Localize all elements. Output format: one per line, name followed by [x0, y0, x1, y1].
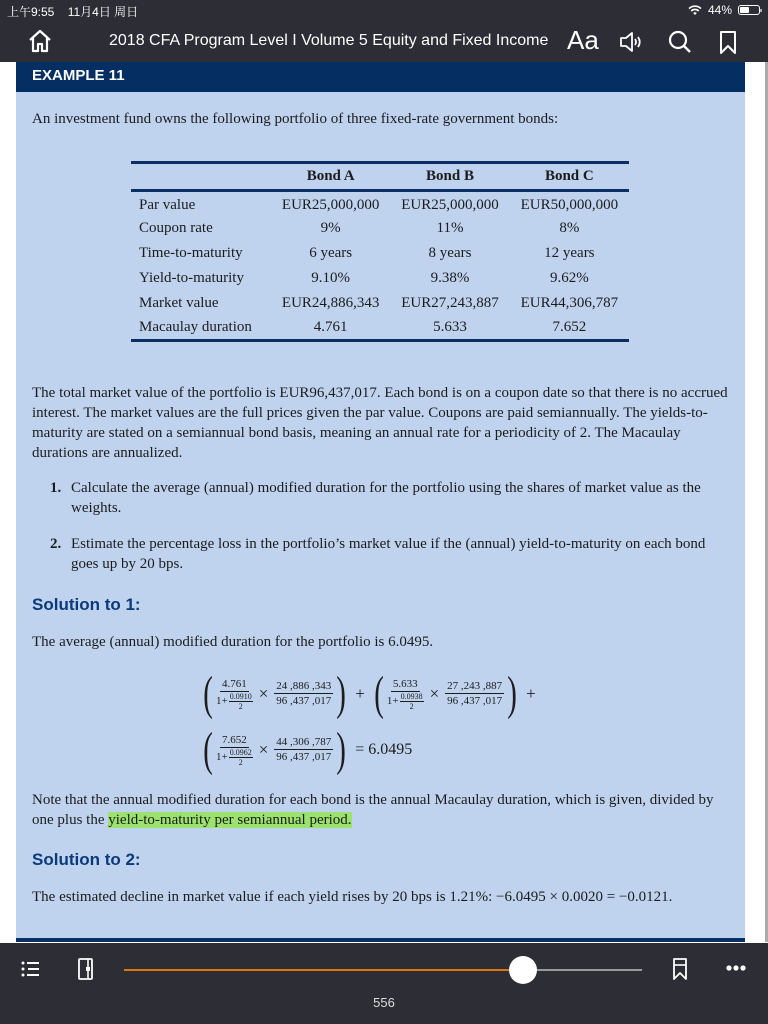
numerator: 7.652 — [221, 733, 247, 746]
close-paren: ) — [336, 667, 347, 720]
numerator: 24 ,886 ,343 — [276, 680, 332, 692]
table-cell: EUR25,000,000 — [281, 196, 380, 213]
table-cell: EUR24,886,343 — [281, 294, 380, 311]
bookmark-list-icon[interactable] — [671, 957, 689, 981]
example-heading: EXAMPLE 11 — [16, 62, 745, 92]
ytm: 0.0938 — [400, 691, 423, 701]
page-number: 556 — [373, 995, 395, 1010]
table-row — [131, 291, 629, 316]
example-box — [16, 62, 745, 942]
table-row — [131, 316, 629, 341]
table-cell: 8% — [559, 219, 580, 236]
question-number: 1. — [50, 480, 62, 496]
solution-1-text: The average (annual) modified duration for the portfolio is 6.0495. — [32, 634, 434, 650]
table-header-cell — [131, 163, 271, 191]
open-paren: ( — [374, 667, 384, 720]
ytm: 0.0962 — [229, 747, 252, 757]
one-plus: 1+ — [386, 695, 399, 707]
table-header-cell: Bond A — [271, 163, 390, 191]
table-cell: EUR25,000,000 — [401, 196, 499, 213]
more-icon[interactable] — [725, 963, 747, 973]
times-sign: × — [258, 740, 269, 759]
numerator: 4.761 — [221, 677, 247, 690]
table-cell: 11% — [436, 219, 464, 236]
plus-sign: + — [355, 684, 365, 703]
table-cell: 5.633 — [433, 318, 467, 335]
denominator — [216, 748, 253, 767]
numerator: 27 ,243 ,887 — [447, 680, 503, 692]
row-label: Coupon rate — [139, 219, 213, 236]
bond-table — [131, 161, 629, 342]
fraction-bond-b-duration — [387, 678, 424, 711]
fraction-bond-c-duration — [216, 734, 253, 767]
solution-1-heading: Solution to 1: — [32, 595, 141, 614]
top-bar — [0, 0, 768, 62]
solution-2-heading: Solution to 2: — [32, 850, 141, 869]
table-header-row — [131, 163, 629, 191]
table-cell: 9% — [320, 219, 341, 236]
denominator — [387, 692, 424, 711]
one-plus: 1+ — [215, 695, 228, 707]
denominator — [216, 692, 253, 711]
status-bar — [7, 3, 148, 20]
numerator: 44 ,306 ,787 — [276, 736, 332, 748]
page-slider[interactable] — [124, 969, 642, 971]
question-text: Estimate the percentage loss in the portfolio’s market value if the (annual) yield-to-maturity on each bond goes up by 20 bps. — [71, 536, 706, 572]
table-cell: 7.652 — [552, 318, 587, 335]
table-cell: 12 years — [544, 244, 595, 261]
speaker-icon[interactable] — [617, 28, 645, 56]
table-row — [131, 216, 629, 241]
table-row — [131, 191, 629, 216]
times-sign: × — [429, 684, 440, 703]
reader-nav — [0, 24, 768, 62]
periods: 2 — [409, 701, 414, 711]
book-title: 2018 CFA Program Level I Volume 5 Equity and Fixed Income — [109, 32, 549, 49]
table-cell: EUR50,000,000 — [520, 196, 619, 213]
battery-icon — [738, 5, 760, 15]
fraction-bond-b-weight — [445, 680, 504, 708]
formula-row-1 — [200, 666, 542, 722]
open-paren: ( — [203, 723, 213, 776]
status-date: 11月4日 周日 — [67, 5, 139, 19]
formula-row-2 — [200, 722, 542, 778]
note-paragraph — [32, 790, 732, 830]
numerator: 5.633 — [392, 677, 418, 690]
denominator: 96 ,437 ,017 — [276, 751, 332, 763]
bookmark-icon[interactable] — [714, 28, 742, 56]
context-paragraph: The total market value of the portfolio is EUR96,437,017. Each bond is on a coupon date so that there is no accrued interest. The market values are the full prices given the par value. Coupons are paid semiannually. The yields-to-maturity are stated on a semiannual bond basis, meaning an annual rate for a periodicity of 2. The Macaulay durations are annualized. — [32, 385, 728, 461]
intro-text: An investment fund owns the following portfolio of three fixed-rate government bonds: — [32, 111, 559, 127]
table-header-cell: Bond C — [510, 163, 629, 191]
table-cell: 9.10% — [311, 269, 351, 286]
table-of-contents-icon[interactable] — [20, 958, 42, 980]
question-text: Calculate the average (annual) modified duration for the portfolio using the shares of market value as the weights. — [71, 480, 701, 516]
times-sign: × — [258, 684, 269, 703]
wifi-icon — [688, 5, 702, 16]
slider-progress — [124, 969, 523, 971]
row-label: Time-to-maturity — [139, 244, 243, 261]
periods: 2 — [238, 757, 243, 767]
question-2 — [50, 534, 710, 574]
font-size-button[interactable]: Aa — [567, 25, 599, 55]
table-cell: 8 years — [428, 244, 472, 261]
table-cell: EUR44,306,787 — [520, 294, 619, 311]
row-label: Macaulay duration — [139, 318, 252, 335]
table-header-cell: Bond B — [390, 163, 509, 191]
table-cell: 9.62% — [549, 269, 589, 286]
row-label: Par value — [139, 196, 196, 213]
denominator: 96 ,437 ,017 — [276, 695, 332, 707]
periods: 2 — [238, 701, 243, 711]
denominator: 96 ,437 ,017 — [447, 695, 503, 707]
question-1 — [50, 478, 710, 518]
table-cell: 6 years — [309, 244, 353, 261]
one-plus: 1+ — [215, 751, 228, 763]
table-cell: 9.38% — [430, 269, 470, 286]
row-label: Yield-to-maturity — [139, 269, 244, 286]
status-time: 上午9:55 — [7, 5, 55, 19]
fraction-bond-c-weight — [274, 736, 333, 764]
bottom-toolbar — [0, 943, 768, 1024]
mini-fraction — [229, 748, 253, 767]
table-cell: 4.761 — [313, 318, 348, 335]
duration-formula — [200, 666, 542, 778]
slider-knob[interactable] — [509, 956, 537, 984]
home-icon[interactable] — [27, 28, 53, 54]
close-paren: ) — [507, 667, 517, 720]
open-paren: ( — [203, 667, 213, 720]
table-cell: EUR27,243,887 — [401, 294, 499, 311]
mini-fraction — [229, 692, 253, 711]
close-paren: ) — [336, 723, 347, 776]
table-row — [131, 241, 629, 266]
highlighted-text[interactable]: yield-to-maturity per semiannual period. — [108, 812, 352, 828]
solution-2-text: The estimated decline in market value if each yield rises by 20 bps is 1.21%: −6.0495 × 0.0020 = −0.0121. — [32, 889, 673, 905]
note-text: Note that the annual modified duration for each bond is the annual Macaulay duration, which is given, divided by one plus the — [32, 792, 714, 828]
fraction-bond-a-weight — [274, 680, 333, 708]
plus-sign: + — [526, 684, 536, 703]
ytm: 0.0910 — [229, 691, 252, 701]
battery-percent: 44% — [707, 3, 732, 17]
question-number: 2. — [50, 536, 62, 552]
fraction-bond-a-duration — [216, 678, 253, 711]
table-row — [131, 266, 629, 291]
row-label: Market value — [139, 294, 219, 311]
search-icon[interactable] — [666, 28, 694, 56]
status-right — [688, 3, 760, 17]
page-layout-icon[interactable] — [77, 957, 95, 981]
mini-fraction — [400, 692, 424, 711]
formula-result: = 6.0495 — [355, 741, 413, 758]
